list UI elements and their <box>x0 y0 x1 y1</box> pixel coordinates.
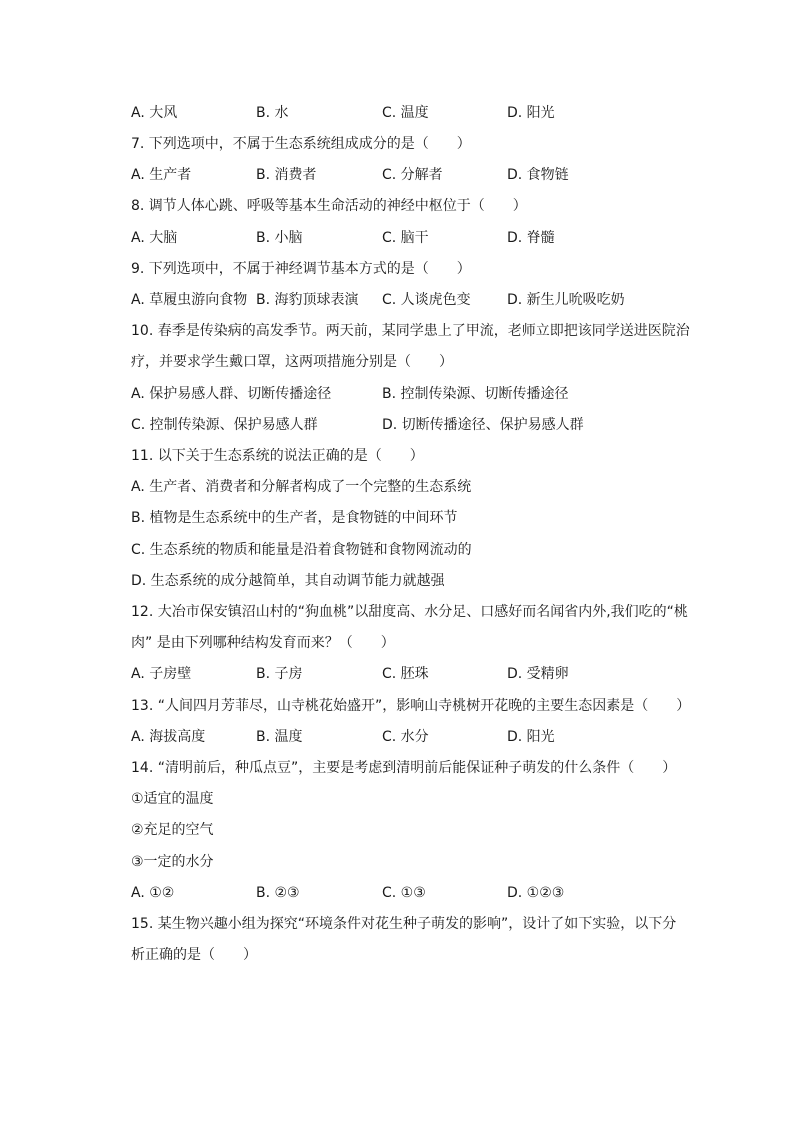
q6-option-c: C. 温度 <box>382 105 429 121</box>
q8-option-d: D. 脊髓 <box>507 230 555 246</box>
q6-option-d: D. 阳光 <box>507 105 555 121</box>
q11-stem: 11. 以下关于生态系统的说法正确的是（ ） <box>131 448 424 464</box>
q11-option-b: B. 植物是生态系统中的生产者，是食物链的中间环节 <box>131 510 458 526</box>
q13-option-d: D. 阳光 <box>507 729 555 745</box>
q13-option-a: A. 海拔高度 <box>131 729 206 745</box>
q11-option-c: C. 生态系统的物质和能量是沿着食物链和食物网流动的 <box>131 542 472 558</box>
q11-option-d: D. 生态系统的成分越简单，其自动调节能力就越强 <box>131 573 445 589</box>
q12-option-b: B. 子房 <box>256 666 303 682</box>
q8-option-c: C. 脑干 <box>382 230 429 246</box>
q14-option-b: B. ②③ <box>256 885 300 901</box>
q12-option-c: C. 胚珠 <box>382 666 429 682</box>
q9-option-a: A. 草履虫游向食物 <box>131 292 248 308</box>
q10-option-d: D. 切断传播途径、保护易感人群 <box>382 417 584 433</box>
q8-option-a: A. 大脑 <box>131 230 178 246</box>
q13-option-c: C. 水分 <box>382 729 429 745</box>
q7-option-a: A. 生产者 <box>131 167 192 183</box>
q10-option-a: A. 保护易感人群、切断传播途径 <box>131 386 332 402</box>
q11-option-a: A. 生产者、消费者和分解者构成了一个完整的生态系统 <box>131 479 472 495</box>
q12-stem-line1: 12. 大冶市保安镇沼山村的“狗血桃”以甜度高、水分足、口感好而名闻省内外,我们吃的“桃 <box>131 604 688 620</box>
q14-stem: 14. “清明前后，种瓜点豆”，主要是考虑到清明前后能保证种子萌发的什么条件（ ） <box>131 760 677 776</box>
q6-option-a: A. 大风 <box>131 105 178 121</box>
q7-stem: 7. 下列选项中，不属于生态系统组成成分的是（ ） <box>131 136 471 152</box>
q9-stem: 9. 下列选项中，不属于神经调节基本方式的是（ ） <box>131 261 471 277</box>
q14-option-a: A. ①② <box>131 885 175 901</box>
q9-option-d: D. 新生儿吮吸吃奶 <box>507 292 625 308</box>
q7-option-c: C. 分解者 <box>382 167 443 183</box>
q12-stem-line2: 肉” 是由下列哪种结构发育而来？（ ） <box>131 635 395 651</box>
q12-option-a: A. 子房壁 <box>131 666 192 682</box>
q8-stem: 8. 调节人体心跳、呼吸等基本生命活动的神经中枢位于（ ） <box>131 198 527 214</box>
q6-option-b: B. 水 <box>256 105 289 121</box>
q10-stem-line1: 10. 春季是传染病的高发季节。两天前，某同学患上了甲流，老师立即把该同学送进医院治 <box>131 323 690 339</box>
q9-option-b: B. 海豹顶球表演 <box>256 292 359 308</box>
q13-option-b: B. 温度 <box>256 729 303 745</box>
q14-item-1: ①适宜的温度 <box>131 791 214 807</box>
q14-item-3: ③一定的水分 <box>131 854 214 870</box>
q8-option-b: B. 小脑 <box>256 230 303 246</box>
q15-stem-line2: 析正确的是（ ） <box>131 947 257 963</box>
q15-stem-line1: 15. 某生物兴趣小组为探究“环境条件对花生种子萌发的影响”，设计了如下实验，以下分 <box>131 916 677 932</box>
q10-option-c: C. 控制传染源、保护易感人群 <box>131 417 318 433</box>
q14-option-d: D. ①②③ <box>507 885 565 901</box>
q9-option-c: C. 人谈虎色变 <box>382 292 471 308</box>
q12-option-d: D. 受精卵 <box>507 666 569 682</box>
q7-option-b: B. 消费者 <box>256 167 317 183</box>
q7-option-d: D. 食物链 <box>507 167 569 183</box>
q14-item-2: ②充足的空气 <box>131 822 214 838</box>
q14-option-c: C. ①③ <box>382 885 426 901</box>
q10-stem-line2: 疗，并要求学生戴口罩，这两项措施分别是（ ） <box>131 354 453 370</box>
q10-option-b: B. 控制传染源、切断传播途径 <box>382 386 569 402</box>
q13-stem: 13. “人间四月芳菲尽，山寺桃花始盛开”，影响山寺桃树开花晚的主要生态因素是（ ） <box>131 698 691 714</box>
